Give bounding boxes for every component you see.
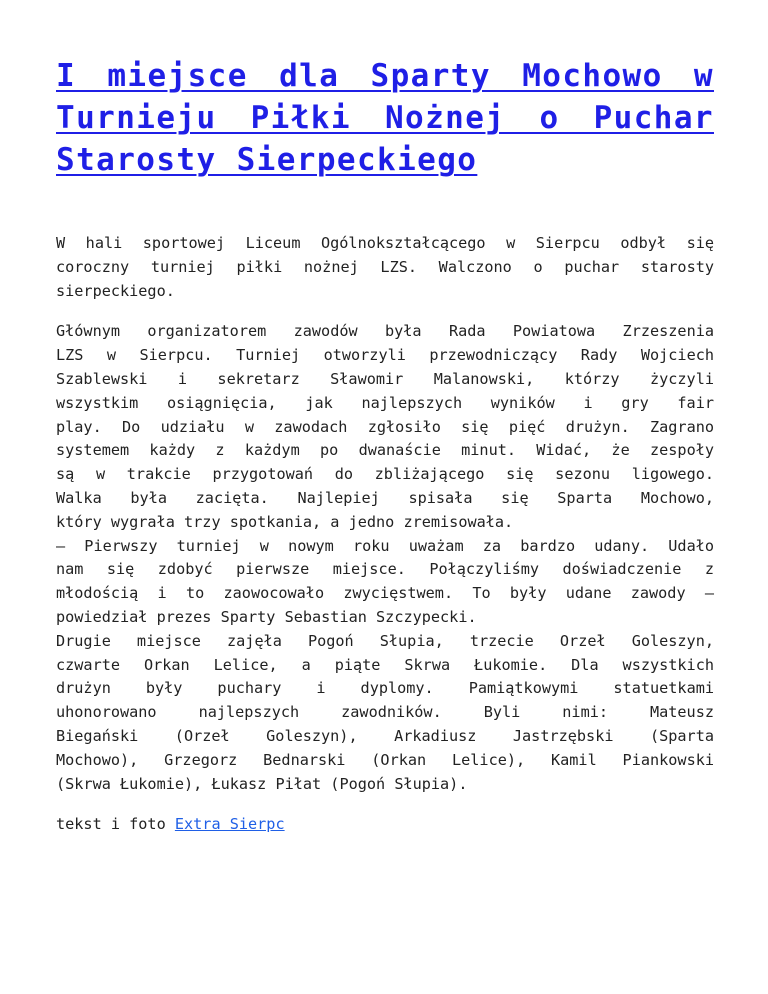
text-line: czwarte Orkan Lelice, a piąte Skrwa Łukomie. Dla wszystkich xyxy=(56,655,714,674)
article-title-link[interactable]: I miejsce dla Sparty Mochowo w Turnieju Piłki Nożnej o Puchar Starosty Sierpeckiego xyxy=(56,58,714,178)
text-line: Głównym organizatorem zawodów była Rada Powiatowa Zrzeszenia xyxy=(56,322,714,341)
text-line: wszystkim osiągnięcia, jak najlepszych wyników i gry fair xyxy=(56,393,714,412)
text-line: który wygrała trzy spotkania, a jedno zremisowała. xyxy=(56,512,514,531)
text-line: Biegański (Orzeł Goleszyn), Arkadiusz Jastrzębski (Sparta xyxy=(56,726,714,745)
text-line: play. Do udziału w zawodach zgłosiło się pięć drużyn. Zagrano xyxy=(56,417,714,436)
text-line: coroczny turniej piłki nożnej LZS. Walczono o puchar starosty xyxy=(56,257,714,276)
text-line: uhonorowano najlepszych zawodników. Byli nimi: Mateusz xyxy=(56,703,714,722)
text-line: (Skrwa Łukomie), Łukasz Piłat (Pogoń Słupia). xyxy=(56,774,468,793)
article-body xyxy=(56,232,714,837)
credit-source-link[interactable]: Extra Sierpc xyxy=(174,815,285,834)
credit-prefix: tekst i foto xyxy=(56,815,175,834)
text-line: są w trakcie przygotowań do zbliżającego się sezonu ligowego. xyxy=(56,465,714,484)
text-line: Szablewski i sekretarz Sławomir Malanowski, którzy życzyli xyxy=(56,369,714,388)
text-line: Mochowo), Grzegorz Bednarski (Orkan Lelice), Kamil Piankowski xyxy=(56,750,714,769)
text-line: drużyn były puchary i dyplomy. Pamiątkowymi statuetkami xyxy=(56,679,714,698)
text-line: LZS w Sierpcu. Turniej otworzyli przewodniczący Rady Wojciech xyxy=(56,346,714,365)
article-title xyxy=(56,55,714,181)
text-line: powiedział prezes Sparty Sebastian Szczypecki. xyxy=(56,607,477,626)
article xyxy=(56,55,714,854)
text-line: Walka była zacięta. Najlepiej spisała się Sparta Mochowo, xyxy=(56,488,714,507)
text-line: Drugie miejsce zajęła Pogoń Słupia, trzecie Orzeł Goleszyn, xyxy=(56,631,714,650)
text-line: – Pierwszy turniej w nowym roku uważam za bardzo udany. Udało xyxy=(56,536,714,555)
text-line: nam się zdobyć pierwsze miejsce. Połączyliśmy doświadczenie z xyxy=(56,560,714,579)
text-line: systemem każdy z każdym po dwanaście minut. Widać, że zespoły xyxy=(56,441,714,460)
paragraph-intro xyxy=(56,232,714,303)
photo-credit xyxy=(56,813,714,837)
text-line: młodością i to zaowocowało zwycięstwem. To były udane zawody – xyxy=(56,584,714,603)
paragraph-main xyxy=(56,320,714,796)
text-line: sierpeckiego. xyxy=(56,281,175,300)
text-line: W hali sportowej Liceum Ogólnokształcącego w Sierpcu odbył się xyxy=(56,234,714,252)
